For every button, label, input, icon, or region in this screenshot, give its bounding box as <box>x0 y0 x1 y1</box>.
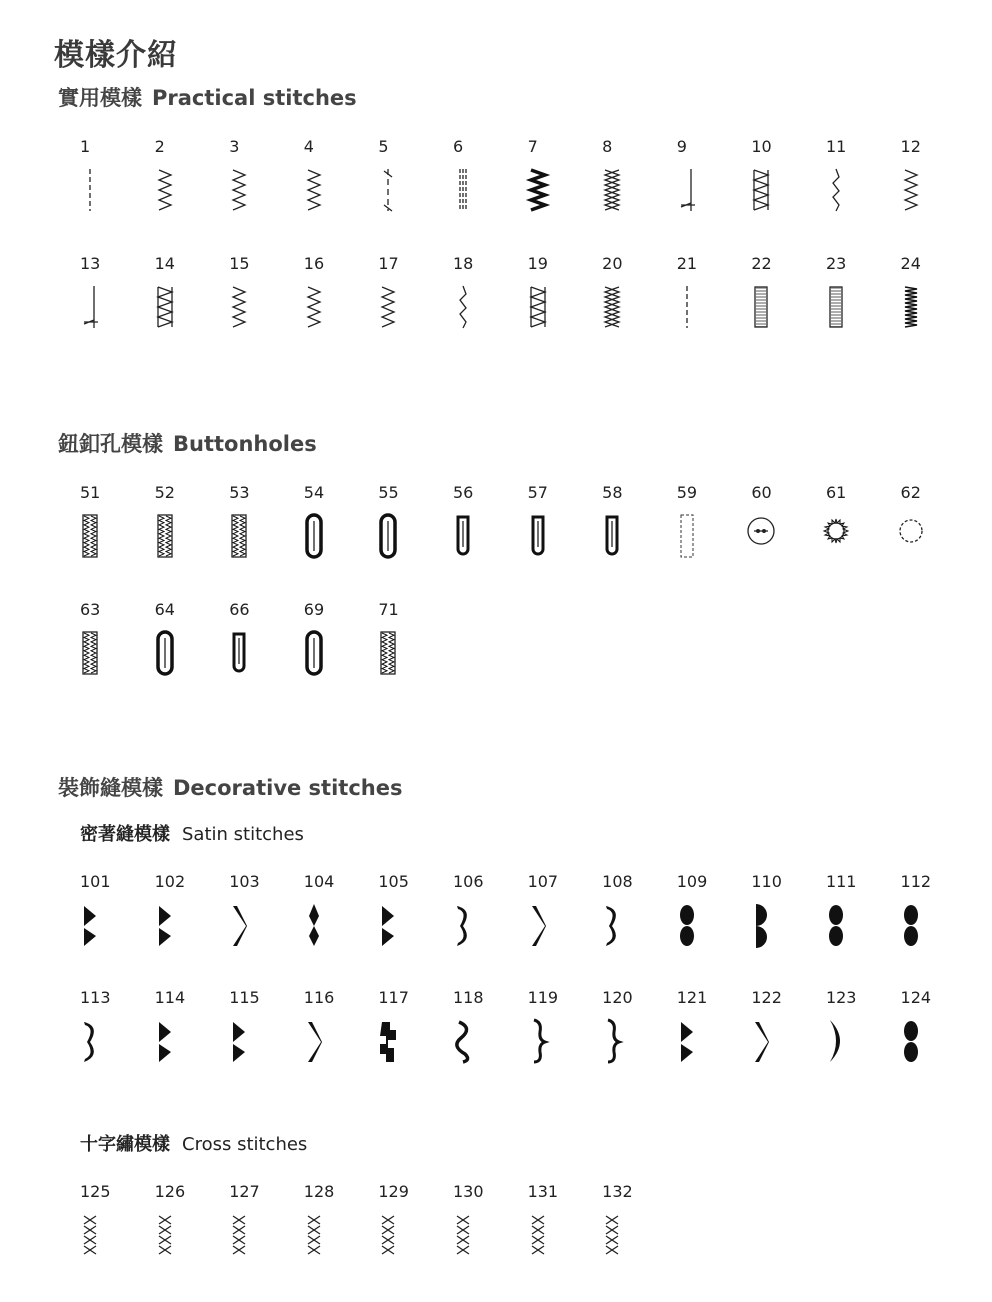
stitch-number: 114 <box>154 988 186 1007</box>
satin-wave-icon <box>443 1016 483 1066</box>
triple-straight-stitch-icon <box>443 165 483 215</box>
satin-stitch-124 <box>881 988 956 1104</box>
stitch-number: 62 <box>900 483 921 502</box>
practical-stitch-4 <box>284 137 359 254</box>
satin-stitch-grid <box>60 872 968 1104</box>
practical-stitch-21 <box>657 254 732 371</box>
satin-triangle-icon <box>219 1016 259 1066</box>
satin-stitch-113 <box>60 988 135 1104</box>
practical-stitch-13 <box>60 254 135 371</box>
cross-stitch-icon <box>294 1210 334 1260</box>
satin-oval-icon <box>816 900 856 950</box>
stitch-number: 122 <box>751 988 782 1007</box>
stitch-number: 4 <box>303 137 314 156</box>
stitch-number: 51 <box>80 483 101 502</box>
round-end-buttonhole-icon <box>368 511 408 561</box>
practical-stitch-14 <box>135 254 210 371</box>
cross-stitch-icon <box>145 1210 185 1260</box>
practical-stitch-11 <box>806 137 881 254</box>
satin-triangle-icon <box>368 900 408 950</box>
satin-chevron-icon <box>294 1016 334 1066</box>
cross-stitch-icon <box>518 1210 558 1260</box>
satin-stitch-114 <box>135 988 210 1104</box>
stitch-number: 24 <box>900 254 921 273</box>
satin-stitch-104 <box>284 872 359 988</box>
cross-stitch-125 <box>60 1182 135 1298</box>
satin-chevron-icon <box>219 900 259 950</box>
section-title-zh: 鈕釦孔模樣 <box>58 432 163 456</box>
eyelet-icon <box>816 511 856 561</box>
round-end-buttonhole-icon <box>294 511 334 561</box>
stitch-number: 118 <box>452 988 484 1007</box>
stitch-number: 126 <box>154 1182 186 1201</box>
stitch-number: 124 <box>900 988 932 1007</box>
practical-stitch-12 <box>881 137 956 254</box>
practical-stitch-20 <box>582 254 657 371</box>
satin-stitch-120 <box>582 988 657 1104</box>
stitch-number: 54 <box>303 483 325 502</box>
straight-stitch-icon <box>70 165 110 215</box>
stitch-number: 111 <box>825 872 857 891</box>
section-title-en: Buttonholes <box>173 432 317 456</box>
stitch-number: 105 <box>378 872 409 891</box>
button-sewing-icon <box>741 511 781 561</box>
practical-stitch-17 <box>358 254 433 371</box>
stitch-number: 22 <box>751 254 772 273</box>
honeycomb-stitch-icon <box>592 282 632 332</box>
blind-hem-stitch-icon <box>70 282 110 332</box>
buttonhole-icon <box>219 511 259 561</box>
stitch-number: 5 <box>378 137 389 156</box>
satin-stitch-117 <box>358 988 433 1104</box>
buttonhole-stitch-63 <box>60 600 135 717</box>
stitch-number: 107 <box>527 872 559 891</box>
stitch-number: 112 <box>900 872 932 891</box>
satin-chevron-icon <box>518 900 558 950</box>
cross-stitch-icon <box>443 1210 483 1260</box>
stitch-number: 104 <box>303 872 335 891</box>
section-title-en: Practical stitches <box>152 86 357 110</box>
bar-fill-stitch-icon <box>816 282 856 332</box>
practical-stitch-24 <box>881 254 956 371</box>
sub-title-cross <box>80 1130 307 1156</box>
cross-stitch-grid <box>60 1182 968 1298</box>
satin-stitch-107 <box>508 872 583 988</box>
practical-stitch-16 <box>284 254 359 371</box>
practical-stitch-7 <box>508 137 583 254</box>
practical-stitch-10 <box>731 137 806 254</box>
satin-scallop-icon <box>592 900 632 950</box>
blind-hem-stitch-icon <box>667 165 707 215</box>
practical-stitch-5 <box>358 137 433 254</box>
satin-brace-icon <box>592 1016 632 1066</box>
satin-stitch-103 <box>209 872 284 988</box>
cross-stitch-129 <box>358 1182 433 1298</box>
cross-stitch-icon <box>368 1210 408 1260</box>
multi-zigzag-stitch-icon <box>219 165 259 215</box>
stitch-number: 102 <box>154 872 186 891</box>
satin-oval-icon <box>891 1016 931 1066</box>
overlock-stitch-icon <box>741 165 781 215</box>
cross-stitch-icon <box>219 1210 259 1260</box>
reinforced-stitch-icon <box>368 165 408 215</box>
stitch-number: 115 <box>229 988 260 1007</box>
zigzag-stitch-icon <box>294 165 334 215</box>
buttonhole-icon <box>368 628 408 678</box>
eyelet-outline-icon <box>891 511 931 561</box>
satin-triangle-icon <box>145 1016 185 1066</box>
buttonhole-stitch-61 <box>806 483 881 600</box>
practical-stitch-grid <box>60 137 968 371</box>
buttonhole-stitch-71 <box>358 600 433 717</box>
practical-stitch-6 <box>433 137 508 254</box>
cross-stitch-icon <box>592 1210 632 1260</box>
multi-zigzag-stitch-icon <box>219 282 259 332</box>
stitch-number: 20 <box>602 254 623 273</box>
buttonhole-stitch-55 <box>358 483 433 600</box>
stitch-number: 125 <box>80 1182 111 1201</box>
sub-title-satin <box>80 820 304 846</box>
bar-fill-stitch-icon <box>741 282 781 332</box>
stitch-number: 106 <box>452 872 484 891</box>
satin-stitch-108 <box>582 872 657 988</box>
stitch-number: 55 <box>378 483 399 502</box>
satin-triangle-icon <box>145 900 185 950</box>
stitch-number: 60 <box>751 483 772 502</box>
buttonhole-stitch-62 <box>881 483 956 600</box>
satin-scallop-icon <box>443 900 483 950</box>
stitch-number: 1 <box>80 137 91 156</box>
stitch-number: 109 <box>676 872 708 891</box>
stitch-number: 127 <box>229 1182 260 1201</box>
round-end-buttonhole-icon <box>145 628 185 678</box>
stitch-number: 7 <box>527 137 538 156</box>
satin-stitch-112 <box>881 872 956 988</box>
satin-stitch-109 <box>657 872 732 988</box>
buttonhole-stitch-69 <box>284 600 359 717</box>
stitch-number: 119 <box>527 988 559 1007</box>
cross-stitch-130 <box>433 1182 508 1298</box>
satin-block-icon <box>368 1016 408 1066</box>
practical-stitch-1 <box>60 137 135 254</box>
stitch-number: 18 <box>452 254 474 273</box>
section-title-zh: 裝飾縫模樣 <box>58 776 163 800</box>
satin-triangle-icon <box>70 900 110 950</box>
stitch-number: 17 <box>378 254 399 273</box>
satin-brace-icon <box>518 1016 558 1066</box>
practical-stitch-3 <box>209 137 284 254</box>
satin-stitch-119 <box>508 988 583 1104</box>
sub-title-en: Cross stitches <box>182 1134 308 1155</box>
zigzag-stitch-icon <box>891 165 931 215</box>
satin-stitch-122 <box>731 988 806 1104</box>
practical-stitch-23 <box>806 254 881 371</box>
stitch-number: 13 <box>80 254 101 273</box>
stitch-number: 61 <box>825 483 847 502</box>
section-title-buttonholes <box>58 428 317 458</box>
stitch-number: 66 <box>229 600 250 619</box>
stitch-number: 59 <box>676 483 698 502</box>
buttonhole-stitch-66 <box>209 600 284 717</box>
sub-title-en: Satin stitches <box>182 824 304 845</box>
practical-stitch-2 <box>135 137 210 254</box>
stitch-number: 23 <box>825 254 847 273</box>
satin-oval-icon <box>667 900 707 950</box>
basting-buttonhole-icon <box>667 511 707 561</box>
stitch-number: 130 <box>452 1182 484 1201</box>
buttonhole-stitch-64 <box>135 600 210 717</box>
section-title-decorative <box>58 772 402 802</box>
practical-stitch-9 <box>657 137 732 254</box>
satin-bar-stitch-icon <box>891 282 931 332</box>
stitch-number: 110 <box>751 872 782 891</box>
stitch-number: 63 <box>80 600 101 619</box>
satin-half-circle-icon <box>741 900 781 950</box>
satin-chevron-icon <box>741 1016 781 1066</box>
practical-stitch-19 <box>508 254 583 371</box>
overlock-stitch-icon <box>145 282 185 332</box>
lightning-stitch-icon <box>816 165 856 215</box>
keyhole-buttonhole-icon <box>219 628 259 678</box>
keyhole-buttonhole-icon <box>443 511 483 561</box>
buttonhole-stitch-53 <box>209 483 284 600</box>
straight-stitch-icon <box>667 282 707 332</box>
keyhole-buttonhole-icon <box>592 511 632 561</box>
stitch-number: 64 <box>154 600 175 619</box>
stitch-number: 71 <box>378 600 399 619</box>
satin-stitch-105 <box>358 872 433 988</box>
stitch-number: 131 <box>527 1182 559 1201</box>
buttonhole-stitch-56 <box>433 483 508 600</box>
satin-stitch-106 <box>433 872 508 988</box>
satin-triangle-icon <box>667 1016 707 1066</box>
stitch-number: 3 <box>229 137 240 156</box>
stitch-number: 129 <box>378 1182 409 1201</box>
buttonhole-grid <box>60 483 968 717</box>
stitch-number: 128 <box>303 1182 335 1201</box>
stitch-number: 57 <box>527 483 548 502</box>
buttonhole-stitch-60 <box>731 483 806 600</box>
satin-oval-icon <box>891 900 931 950</box>
cross-stitch-icon <box>70 1210 110 1260</box>
stitch-number: 53 <box>229 483 250 502</box>
round-end-buttonhole-icon <box>294 628 334 678</box>
section-title-zh: 實用模樣 <box>58 86 142 110</box>
stitch-number: 58 <box>602 483 623 502</box>
buttonhole-stitch-54 <box>284 483 359 600</box>
satin-stitch-101 <box>60 872 135 988</box>
satin-stitch-115 <box>209 988 284 1104</box>
section-title-practical <box>58 82 357 112</box>
satin-stitch-121 <box>657 988 732 1104</box>
satin-stitch-118 <box>433 988 508 1104</box>
section-title-en: Decorative stitches <box>173 776 403 800</box>
practical-stitch-8 <box>582 137 657 254</box>
stitch-number: 9 <box>676 137 687 156</box>
cross-stitch-131 <box>508 1182 583 1298</box>
stitch-number: 113 <box>80 988 111 1007</box>
stitch-number: 6 <box>452 137 464 156</box>
stitch-number: 117 <box>378 988 409 1007</box>
sub-title-zh: 十字繡模樣 <box>80 1134 170 1155</box>
stitch-number: 56 <box>452 483 474 502</box>
stitch-number: 101 <box>80 872 111 891</box>
stitch-number: 14 <box>154 254 175 273</box>
stitch-number: 8 <box>602 137 613 156</box>
buttonhole-stitch-57 <box>508 483 583 600</box>
buttonhole-stitch-52 <box>135 483 210 600</box>
triple-zigzag-stitch-icon <box>518 165 558 215</box>
stitch-number: 108 <box>602 872 633 891</box>
stitch-number: 16 <box>303 254 325 273</box>
cross-stitch-127 <box>209 1182 284 1298</box>
satin-stitch-116 <box>284 988 359 1104</box>
stitch-number: 103 <box>229 872 260 891</box>
satin-crescent-icon <box>816 1016 856 1066</box>
zigzag-stitch-icon <box>294 282 334 332</box>
buttonhole-stitch-58 <box>582 483 657 600</box>
stitch-number: 123 <box>825 988 857 1007</box>
practical-stitch-15 <box>209 254 284 371</box>
stitch-number: 11 <box>825 137 847 156</box>
stitch-number: 19 <box>527 254 548 273</box>
zigzag-stitch-icon <box>368 282 408 332</box>
buttonhole-icon <box>145 511 185 561</box>
stitch-number: 21 <box>676 254 698 273</box>
stitch-number: 2 <box>154 137 165 156</box>
stitch-number: 12 <box>900 137 921 156</box>
stitch-number: 121 <box>676 988 708 1007</box>
stitch-number: 69 <box>303 600 325 619</box>
overlock-stitch-icon <box>518 282 558 332</box>
stitch-number: 15 <box>229 254 250 273</box>
satin-stitch-110 <box>731 872 806 988</box>
satin-stitch-111 <box>806 872 881 988</box>
stitch-number: 132 <box>602 1182 633 1201</box>
page-title: 模樣介紹 <box>54 38 178 73</box>
stitch-number: 10 <box>751 137 772 156</box>
cross-stitch-128 <box>284 1182 359 1298</box>
stitch-number: 116 <box>303 988 335 1007</box>
keyhole-buttonhole-icon <box>518 511 558 561</box>
satin-stitch-102 <box>135 872 210 988</box>
satin-scallop-icon <box>70 1016 110 1066</box>
zigzag-stitch-icon <box>145 165 185 215</box>
practical-stitch-22 <box>731 254 806 371</box>
honeycomb-stitch-icon <box>592 165 632 215</box>
cross-stitch-132 <box>582 1182 657 1298</box>
satin-diamond-icon <box>294 900 334 950</box>
practical-stitch-18 <box>433 254 508 371</box>
stitch-number: 52 <box>154 483 175 502</box>
cross-stitch-126 <box>135 1182 210 1298</box>
buttonhole-stitch-51 <box>60 483 135 600</box>
sub-title-zh: 密著縫模樣 <box>80 824 170 845</box>
buttonhole-stitch-59 <box>657 483 732 600</box>
satin-stitch-123 <box>806 988 881 1104</box>
buttonhole-icon <box>70 511 110 561</box>
stitch-number: 120 <box>602 988 633 1007</box>
lightning-stitch-icon <box>443 282 483 332</box>
buttonhole-icon <box>70 628 110 678</box>
